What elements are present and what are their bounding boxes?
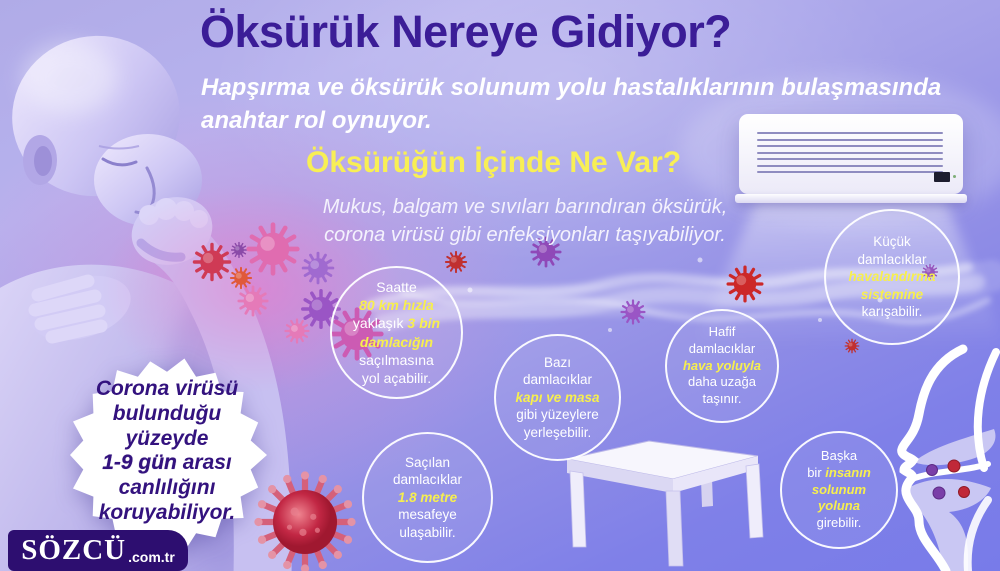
ac-bottom-panel [735,194,967,203]
head-profile-illustration [902,349,996,571]
air-conditioner-illustration [739,114,963,194]
ac-vents [757,132,943,178]
section-heading: Öksürüğün İçinde Ne Var? [306,146,682,179]
coronavirus-large [243,460,367,571]
info-bubble-airborne: Hafif damlacıklar hava yoluyla daha uzağa taşınır. [665,309,779,423]
page-title: Öksürük Nereye Gidiyor? [200,6,732,57]
sozcu-logo-brand: SÖZCÜ [21,534,127,566]
page-subtitle: Hapşırma ve öksürük solunum yolu hastalıklarının bulaşmasında anahtar rol oynuyor. [201,74,942,134]
table-illustration [567,441,763,566]
info-bubble-ventilation: Küçük damlacıklar havalandırma sistemine karışabilir. [824,209,960,345]
info-bubble-inhaled: Başka bir insanın solunum yoluna girebilir. [780,431,898,549]
ac-display-panel [934,172,950,182]
section-description: Mukus, balgam ve sıvıları barındıran öksürük, corona virüsü gibi enfeksiyonları taşıyabiliyor. [322,196,728,246]
info-bubble-speed: Saatte 80 km hızla yaklaşık 3 bin damlacığın saçılmasına yol açabilir. [330,266,463,399]
sozcu-logo [8,530,188,571]
starburst-callout: Corona virüsü bulunduğu yüzeyde 1-9 gün arası canlılığını koruyabiliyor. [95,377,239,524]
info-bubble-distance: Saçılan damlacıklar 1.8 metre mesafeye ulaşabilir. [362,432,493,563]
info-bubble-surfaces: Bazı damlacıklar kapı ve masa gibi yüzeylere yerleşebilir. [494,334,621,461]
sozcu-logo-suffix: .com.tr [128,548,175,565]
